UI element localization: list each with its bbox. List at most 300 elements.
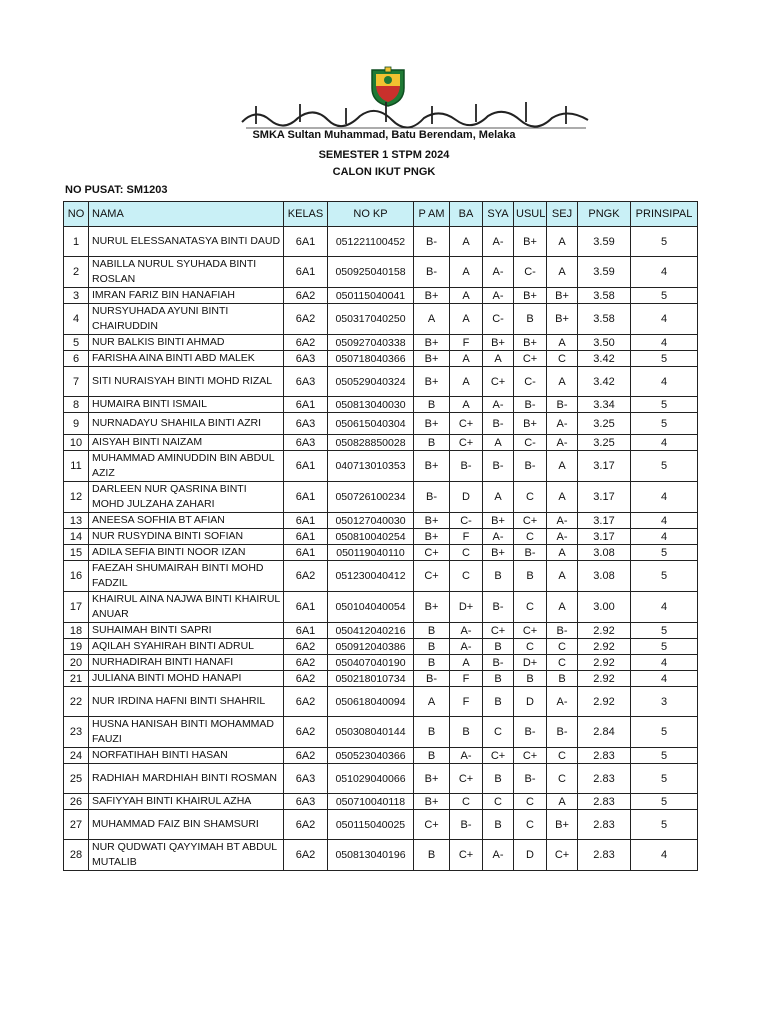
- cell-pam: B+: [414, 529, 450, 545]
- table-row: [64, 764, 698, 794]
- cell-pam: B: [414, 623, 450, 639]
- cell-pngk: 2.92: [578, 655, 631, 671]
- cell-sej: C: [547, 639, 578, 655]
- cell-ba: C: [450, 794, 483, 810]
- cell-no: 8: [64, 397, 89, 413]
- cell-ba: C+: [450, 840, 483, 871]
- cell-usul: B: [514, 304, 547, 335]
- cell-pngk: 2.83: [578, 794, 631, 810]
- table-row: [64, 304, 698, 335]
- cell-sej: B+: [547, 304, 578, 335]
- cell-no: 4: [64, 304, 89, 335]
- cell-no-kp: 050407040190: [328, 655, 414, 671]
- cell-prinsipal: 4: [631, 671, 698, 687]
- table-row: [64, 288, 698, 304]
- cell-sya: C: [483, 717, 514, 748]
- cell-sya: B: [483, 671, 514, 687]
- cell-pam: B+: [414, 794, 450, 810]
- cell-kelas: 6A1: [284, 397, 328, 413]
- col-pngk: PNGK: [578, 202, 631, 227]
- cell-no: 25: [64, 764, 89, 794]
- cell-no: 21: [64, 671, 89, 687]
- cell-pam: B: [414, 655, 450, 671]
- cell-pam: C+: [414, 545, 450, 561]
- cell-nama: NUR QUDWATI QAYYIMAH BT ABDUL MUTALIB: [89, 840, 284, 871]
- table-row: [64, 351, 698, 367]
- cell-sya: C+: [483, 748, 514, 764]
- cell-ba: D+: [450, 592, 483, 623]
- cell-prinsipal: 5: [631, 794, 698, 810]
- table-row: [64, 529, 698, 545]
- cell-prinsipal: 5: [631, 639, 698, 655]
- cell-sej: A: [547, 451, 578, 482]
- cell-usul: C+: [514, 513, 547, 529]
- cell-pam: B+: [414, 764, 450, 794]
- cell-ba: F: [450, 671, 483, 687]
- cell-kelas: 6A2: [284, 304, 328, 335]
- cell-prinsipal: 4: [631, 513, 698, 529]
- cell-no-kp: 050308040144: [328, 717, 414, 748]
- cell-kelas: 6A2: [284, 717, 328, 748]
- cell-nama: NABILLA NURUL SYUHADA BINTI ROSLAN: [89, 257, 284, 288]
- table-row: [64, 397, 698, 413]
- cell-no: 10: [64, 435, 89, 451]
- cell-sya: A: [483, 435, 514, 451]
- table-row: [64, 367, 698, 397]
- cell-no-kp: 051221100452: [328, 227, 414, 257]
- cell-usul: B-: [514, 451, 547, 482]
- cell-sej: A-: [547, 529, 578, 545]
- cell-usul: B-: [514, 545, 547, 561]
- cell-sej: B+: [547, 810, 578, 840]
- cell-sya: C+: [483, 623, 514, 639]
- cell-nama: DARLEEN NUR QASRINA BINTI MOHD JULZAHA ZAHARI: [89, 482, 284, 513]
- table-row: [64, 671, 698, 687]
- cell-pngk: 3.34: [578, 397, 631, 413]
- cell-sya: B: [483, 810, 514, 840]
- cell-pam: B+: [414, 413, 450, 435]
- cell-no: 22: [64, 687, 89, 717]
- cell-pam: B: [414, 639, 450, 655]
- cell-no: 14: [64, 529, 89, 545]
- cell-kelas: 6A3: [284, 413, 328, 435]
- cell-kelas: 6A1: [284, 529, 328, 545]
- cell-sya: B: [483, 561, 514, 592]
- cell-sya: B+: [483, 335, 514, 351]
- cell-sya: B: [483, 687, 514, 717]
- cell-sya: B-: [483, 451, 514, 482]
- cell-nama: SITI NURAISYAH BINTI MOHD RIZAL: [89, 367, 284, 397]
- cell-no: 7: [64, 367, 89, 397]
- cell-no-kp: 050127040030: [328, 513, 414, 529]
- cell-no-kp: 050813040196: [328, 840, 414, 871]
- table-row: [64, 794, 698, 810]
- col-kelas: KELAS: [284, 202, 328, 227]
- table-row: [64, 717, 698, 748]
- cell-prinsipal: 5: [631, 451, 698, 482]
- cell-pam: B: [414, 840, 450, 871]
- cell-sej: A-: [547, 413, 578, 435]
- cell-no: 26: [64, 794, 89, 810]
- col-no-kp: NO KP: [328, 202, 414, 227]
- cell-usul: B+: [514, 227, 547, 257]
- cell-nama: NURUL ELESSANATASYA BINTI DAUD: [89, 227, 284, 257]
- cell-sej: C: [547, 655, 578, 671]
- cell-nama: SUHAIMAH BINTI SAPRI: [89, 623, 284, 639]
- cell-sej: B+: [547, 288, 578, 304]
- cell-no: 6: [64, 351, 89, 367]
- cell-nama: HUSNA HANISAH BINTI MOHAMMAD FAUZI: [89, 717, 284, 748]
- cell-no: 2: [64, 257, 89, 288]
- cell-pam: C+: [414, 561, 450, 592]
- cell-pam: A: [414, 687, 450, 717]
- cell-no-kp: 040713010353: [328, 451, 414, 482]
- cell-prinsipal: 4: [631, 529, 698, 545]
- cell-no-kp: 050412040216: [328, 623, 414, 639]
- cell-nama: AQILAH SYAHIRAH BINTI ADRUL: [89, 639, 284, 655]
- cell-pam: B+: [414, 351, 450, 367]
- table-row: [64, 513, 698, 529]
- cell-sej: C: [547, 764, 578, 794]
- cell-prinsipal: 5: [631, 748, 698, 764]
- cell-sej: B-: [547, 397, 578, 413]
- cell-ba: A-: [450, 623, 483, 639]
- table-row: [64, 748, 698, 764]
- cell-sej: A: [547, 592, 578, 623]
- cell-no-kp: 051230040412: [328, 561, 414, 592]
- cell-usul: C: [514, 639, 547, 655]
- cell-prinsipal: 4: [631, 592, 698, 623]
- cell-pngk: 2.92: [578, 671, 631, 687]
- cell-usul: C: [514, 482, 547, 513]
- cell-pam: B-: [414, 671, 450, 687]
- cell-nama: IMRAN FARIZ BIN HANAFIAH: [89, 288, 284, 304]
- cell-ba: A: [450, 351, 483, 367]
- col-sya: SYA: [483, 202, 514, 227]
- cell-ba: F: [450, 687, 483, 717]
- table-row: [64, 451, 698, 482]
- cell-no: 11: [64, 451, 89, 482]
- table-row: [64, 227, 698, 257]
- cell-prinsipal: 4: [631, 335, 698, 351]
- cell-nama: NORFATIHAH BINTI HASAN: [89, 748, 284, 764]
- cell-pngk: 3.17: [578, 482, 631, 513]
- cell-pngk: 2.83: [578, 810, 631, 840]
- cell-sya: B-: [483, 655, 514, 671]
- table-row: [64, 639, 698, 655]
- table-row: [64, 435, 698, 451]
- cell-usul: C-: [514, 435, 547, 451]
- cell-no-kp: 050529040324: [328, 367, 414, 397]
- table-row: [64, 413, 698, 435]
- cell-usul: D+: [514, 655, 547, 671]
- cell-ba: C-: [450, 513, 483, 529]
- cell-pam: B+: [414, 335, 450, 351]
- cell-sya: A-: [483, 257, 514, 288]
- table-row: [64, 335, 698, 351]
- cell-usul: B+: [514, 288, 547, 304]
- cell-nama: NUR BALKIS BINTI AHMAD: [89, 335, 284, 351]
- cell-prinsipal: 4: [631, 482, 698, 513]
- cell-nama: JULIANA BINTI MOHD HANAPI: [89, 671, 284, 687]
- cell-pngk: 3.17: [578, 451, 631, 482]
- cell-no: 12: [64, 482, 89, 513]
- cell-no-kp: 051029040066: [328, 764, 414, 794]
- cell-pngk: 3.58: [578, 304, 631, 335]
- cell-nama: MUHAMMAD AMINUDDIN BIN ABDUL AZIZ: [89, 451, 284, 482]
- cell-nama: FARISHA AINA BINTI ABD MALEK: [89, 351, 284, 367]
- col-ba: BA: [450, 202, 483, 227]
- cell-nama: KHAIRUL AINA NAJWA BINTI KHAIRUL ANUAR: [89, 592, 284, 623]
- cell-no: 5: [64, 335, 89, 351]
- cell-pngk: 2.84: [578, 717, 631, 748]
- table-row: [64, 810, 698, 840]
- cell-sej: B-: [547, 623, 578, 639]
- cell-kelas: 6A2: [284, 288, 328, 304]
- cell-pngk: 2.83: [578, 840, 631, 871]
- cell-kelas: 6A1: [284, 545, 328, 561]
- col-pam: P AM: [414, 202, 450, 227]
- cell-sej: A: [547, 367, 578, 397]
- cell-prinsipal: 3: [631, 687, 698, 717]
- cell-ba: A: [450, 397, 483, 413]
- cell-prinsipal: 4: [631, 435, 698, 451]
- cell-sej: A: [547, 335, 578, 351]
- cell-sya: A-: [483, 840, 514, 871]
- cell-no: 27: [64, 810, 89, 840]
- cell-sej: A: [547, 257, 578, 288]
- cell-kelas: 6A2: [284, 639, 328, 655]
- cell-kelas: 6A2: [284, 748, 328, 764]
- cell-no-kp: 050718040366: [328, 351, 414, 367]
- cell-nama: RADHIAH MARDHIAH BINTI ROSMAN: [89, 764, 284, 794]
- cell-pngk: 3.00: [578, 592, 631, 623]
- cell-no: 15: [64, 545, 89, 561]
- cell-prinsipal: 4: [631, 655, 698, 671]
- cell-pngk: 3.08: [578, 545, 631, 561]
- semester-title: SEMESTER 1 STPM 2024: [318, 149, 450, 161]
- table-row: [64, 545, 698, 561]
- cell-pngk: 3.59: [578, 227, 631, 257]
- col-no: NO: [64, 202, 89, 227]
- cell-no-kp: 050119040110: [328, 545, 414, 561]
- cell-ba: A: [450, 227, 483, 257]
- cell-usul: D: [514, 840, 547, 871]
- cell-prinsipal: 5: [631, 351, 698, 367]
- cell-prinsipal: 4: [631, 257, 698, 288]
- cell-kelas: 6A1: [284, 513, 328, 529]
- cell-sya: A: [483, 351, 514, 367]
- cell-nama: NUR IRDINA HAFNI BINTI SHAHRIL: [89, 687, 284, 717]
- col-usul: USUL: [514, 202, 547, 227]
- cell-kelas: 6A2: [284, 687, 328, 717]
- cell-pngk: 2.92: [578, 687, 631, 717]
- cell-pam: B+: [414, 513, 450, 529]
- cell-kelas: 6A3: [284, 764, 328, 794]
- cell-nama: NURNADAYU SHAHILA BINTI AZRI: [89, 413, 284, 435]
- cell-kelas: 6A1: [284, 227, 328, 257]
- cell-no-kp: 050115040025: [328, 810, 414, 840]
- cell-kelas: 6A2: [284, 561, 328, 592]
- cell-kelas: 6A1: [284, 482, 328, 513]
- results-table: [63, 201, 698, 871]
- cell-sya: B: [483, 639, 514, 655]
- cell-sej: C: [547, 351, 578, 367]
- cell-sya: A-: [483, 397, 514, 413]
- cell-pngk: 3.58: [578, 288, 631, 304]
- cell-ba: A: [450, 288, 483, 304]
- cell-pam: C+: [414, 810, 450, 840]
- cell-ba: F: [450, 335, 483, 351]
- cell-no: 19: [64, 639, 89, 655]
- cell-sya: A-: [483, 529, 514, 545]
- cell-no-kp: 050618040094: [328, 687, 414, 717]
- cell-prinsipal: 5: [631, 227, 698, 257]
- cell-kelas: 6A2: [284, 335, 328, 351]
- cell-no: 18: [64, 623, 89, 639]
- cell-ba: A: [450, 304, 483, 335]
- cell-pngk: 3.17: [578, 529, 631, 545]
- cell-ba: C+: [450, 413, 483, 435]
- col-prinsipal: PRINSIPAL: [631, 202, 698, 227]
- cell-no: 9: [64, 413, 89, 435]
- cell-pngk: 3.25: [578, 435, 631, 451]
- table-row: [64, 592, 698, 623]
- cell-nama: HUMAIRA BINTI ISMAIL: [89, 397, 284, 413]
- cell-kelas: 6A1: [284, 623, 328, 639]
- cell-kelas: 6A2: [284, 840, 328, 871]
- header-row: [64, 202, 698, 227]
- cell-prinsipal: 5: [631, 810, 698, 840]
- table-row: [64, 482, 698, 513]
- cell-no-kp: 050615040304: [328, 413, 414, 435]
- cell-pngk: 3.25: [578, 413, 631, 435]
- cell-ba: C+: [450, 435, 483, 451]
- col-sej: SEJ: [547, 202, 578, 227]
- cell-ba: C: [450, 545, 483, 561]
- cell-sej: A-: [547, 435, 578, 451]
- cell-prinsipal: 5: [631, 397, 698, 413]
- cell-sej: C: [547, 748, 578, 764]
- cell-pngk: 3.42: [578, 351, 631, 367]
- cell-sya: B+: [483, 513, 514, 529]
- cell-pam: B+: [414, 288, 450, 304]
- cell-usul: C+: [514, 748, 547, 764]
- cell-nama: NURHADIRAH BINTI HANAFI: [89, 655, 284, 671]
- cell-kelas: 6A1: [284, 592, 328, 623]
- cell-no-kp: 050710040118: [328, 794, 414, 810]
- cell-pngk: 2.92: [578, 623, 631, 639]
- cell-no-kp: 050925040158: [328, 257, 414, 288]
- table-row: [64, 687, 698, 717]
- cell-no: 1: [64, 227, 89, 257]
- cell-usul: B+: [514, 413, 547, 435]
- cell-pam: B+: [414, 367, 450, 397]
- cell-sej: A-: [547, 687, 578, 717]
- centre-number: NO PUSAT: SM1203: [65, 184, 168, 196]
- cell-no-kp: 050813040030: [328, 397, 414, 413]
- cell-usul: C: [514, 810, 547, 840]
- cell-prinsipal: 5: [631, 623, 698, 639]
- cell-sya: B: [483, 764, 514, 794]
- cell-nama: NUR RUSYDINA BINTI SOFIAN: [89, 529, 284, 545]
- cell-ba: F: [450, 529, 483, 545]
- cell-sya: B-: [483, 413, 514, 435]
- cell-nama: FAEZAH SHUMAIRAH BINTI MOHD FADZIL: [89, 561, 284, 592]
- cell-usul: C: [514, 794, 547, 810]
- cell-ba: A: [450, 367, 483, 397]
- cell-kelas: 6A3: [284, 435, 328, 451]
- cell-kelas: 6A3: [284, 351, 328, 367]
- cell-pngk: 3.08: [578, 561, 631, 592]
- cell-kelas: 6A2: [284, 810, 328, 840]
- cell-sej: B-: [547, 717, 578, 748]
- cell-no: 28: [64, 840, 89, 871]
- cell-prinsipal: 5: [631, 413, 698, 435]
- cell-ba: C+: [450, 764, 483, 794]
- cell-sej: A: [547, 561, 578, 592]
- cell-usul: B: [514, 561, 547, 592]
- cell-no-kp: 050218010734: [328, 671, 414, 687]
- cell-ba: A: [450, 655, 483, 671]
- cell-no: 24: [64, 748, 89, 764]
- cell-pam: B: [414, 397, 450, 413]
- cell-no: 16: [64, 561, 89, 592]
- cell-no-kp: 050115040041: [328, 288, 414, 304]
- cell-usul: C+: [514, 623, 547, 639]
- cell-prinsipal: 4: [631, 840, 698, 871]
- cell-no-kp: 050523040366: [328, 748, 414, 764]
- cell-sya: C+: [483, 367, 514, 397]
- cell-ba: B-: [450, 810, 483, 840]
- cell-pam: B-: [414, 257, 450, 288]
- cell-usul: B-: [514, 717, 547, 748]
- col-nama: NAMA: [89, 202, 284, 227]
- cell-pngk: 3.50: [578, 335, 631, 351]
- school-name: SMKA Sultan Muhammad, Batu Berendam, Melaka: [252, 129, 516, 141]
- cell-pngk: 3.59: [578, 257, 631, 288]
- table-row: [64, 655, 698, 671]
- cell-prinsipal: 4: [631, 367, 698, 397]
- cell-sej: A: [547, 482, 578, 513]
- cell-pam: B: [414, 435, 450, 451]
- cell-pngk: 3.42: [578, 367, 631, 397]
- cell-pngk: 2.83: [578, 764, 631, 794]
- cell-ba: B: [450, 717, 483, 748]
- list-subtitle: CALON IKUT PNGK: [332, 166, 436, 178]
- cell-pam: B+: [414, 451, 450, 482]
- cell-usul: C: [514, 529, 547, 545]
- cell-nama: NURSYUHADA AYUNI BINTI CHAIRUDDIN: [89, 304, 284, 335]
- cell-kelas: 6A2: [284, 671, 328, 687]
- cell-usul: C-: [514, 257, 547, 288]
- table-row: [64, 623, 698, 639]
- cell-no-kp: 050927040338: [328, 335, 414, 351]
- cell-no: 3: [64, 288, 89, 304]
- cell-sya: C: [483, 794, 514, 810]
- cell-nama: ADILA SEFIA BINTI NOOR IZAN: [89, 545, 284, 561]
- cell-usul: C+: [514, 351, 547, 367]
- cell-sya: B-: [483, 592, 514, 623]
- cell-no: 17: [64, 592, 89, 623]
- cell-no-kp: 050726100234: [328, 482, 414, 513]
- cell-sej: A: [547, 227, 578, 257]
- cell-pngk: 2.92: [578, 639, 631, 655]
- cell-ba: B-: [450, 451, 483, 482]
- cell-sya: B+: [483, 545, 514, 561]
- cell-ba: A-: [450, 639, 483, 655]
- cell-prinsipal: 5: [631, 545, 698, 561]
